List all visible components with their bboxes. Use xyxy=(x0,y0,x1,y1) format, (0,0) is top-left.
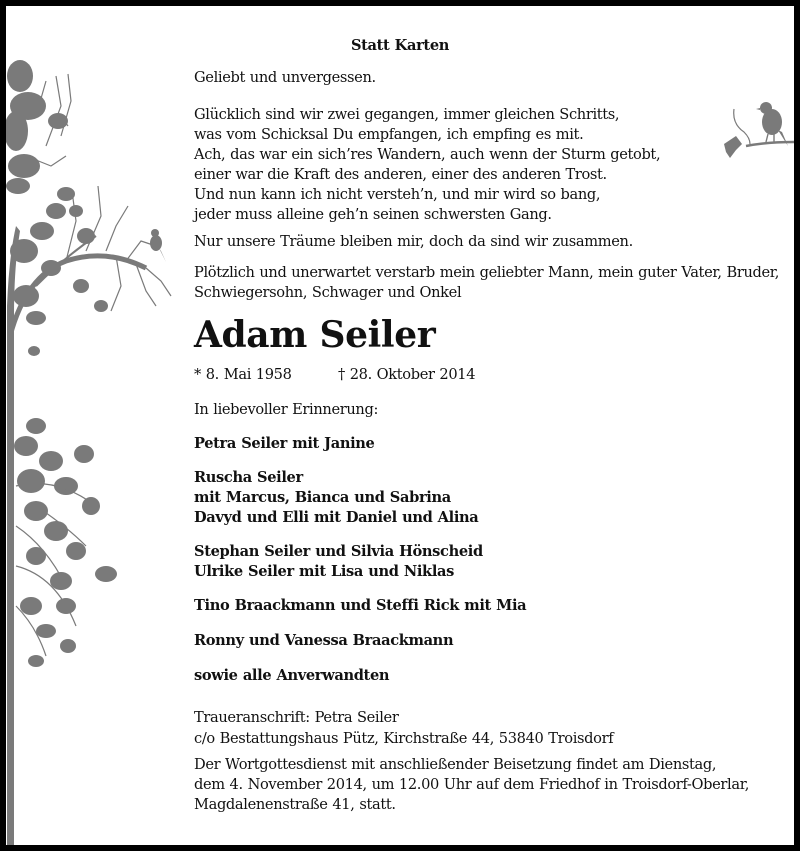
address-line: c/o Bestattungshaus Pütz, Kirchstraße 44, 53840 Troisdorf xyxy=(194,730,614,747)
birth-date: * 8. Mai 1958 xyxy=(194,366,292,383)
poem-line: jeder muss alleine geh’n seinen schwersten Gang. xyxy=(194,206,552,223)
mourner-line: Stephan Seiler und Silvia Hönscheid xyxy=(194,543,483,560)
memory-intro: In liebevoller Erinnerung: xyxy=(194,401,379,418)
deceased-name: Adam Seiler xyxy=(194,314,436,356)
header-title: Statt Karten xyxy=(350,37,450,54)
poem-line: einer war die Kraft des anderen, einer des anderen Trost. xyxy=(194,166,607,183)
poem-line: Ach, das war ein sich’res Wandern, auch wenn der Sturm getobt, xyxy=(194,146,661,163)
dream-line: Nur unsere Träume bleiben mir, doch da sind wir zusammen. xyxy=(194,233,633,250)
mourner-line: mit Marcus, Bianca und Sabrina xyxy=(194,489,451,506)
mourner-line: Ulrike Seiler mit Lisa und Niklas xyxy=(194,563,454,580)
service-line: dem 4. November 2014, um 12.00 Uhr auf dem Friedhof in Troisdorf-Oberlar, xyxy=(194,776,750,793)
intro-line: Geliebt und unvergessen. xyxy=(194,69,376,86)
mourner-line: Ronny und Vanessa Braackmann xyxy=(194,632,454,649)
mourner-line: sowie alle Anverwandten xyxy=(194,667,390,684)
poem-line: Glücklich sind wir zwei gegangen, immer gleichen Schritts, xyxy=(194,106,620,123)
mourner-line: Davyd und Elli mit Daniel und Alina xyxy=(194,509,479,526)
mourner-line: Petra Seiler mit Janine xyxy=(194,435,375,452)
announcement-line: Schwiegersohn, Schwager und Onkel xyxy=(194,284,462,301)
poem-line: Und nun kann ich nicht versteh’n, und mir wird so bang, xyxy=(194,186,601,203)
service-line: Magdalenenstraße 41, statt. xyxy=(194,796,396,813)
obituary-notice xyxy=(6,6,794,845)
address-line: Traueranschrift: Petra Seiler xyxy=(194,709,399,726)
mourner-line: Ruscha Seiler xyxy=(194,469,303,486)
service-line: Der Wortgottesdienst mit anschließender Beisetzung findet am Dienstag, xyxy=(194,756,717,773)
poem-line: was vom Schicksal Du empfangen, ich empfing es mit. xyxy=(194,126,584,143)
death-date: † 28. Oktober 2014 xyxy=(338,366,476,383)
bird-on-branch-icon xyxy=(716,94,794,164)
mourner-line: Tino Braackmann und Steffi Rick mit Mia xyxy=(194,597,527,614)
announcement-line: Plötzlich und unerwartet verstarb mein geliebter Mann, mein guter Vater, Bruder, xyxy=(194,264,780,281)
tree-silhouette-icon xyxy=(6,6,186,845)
